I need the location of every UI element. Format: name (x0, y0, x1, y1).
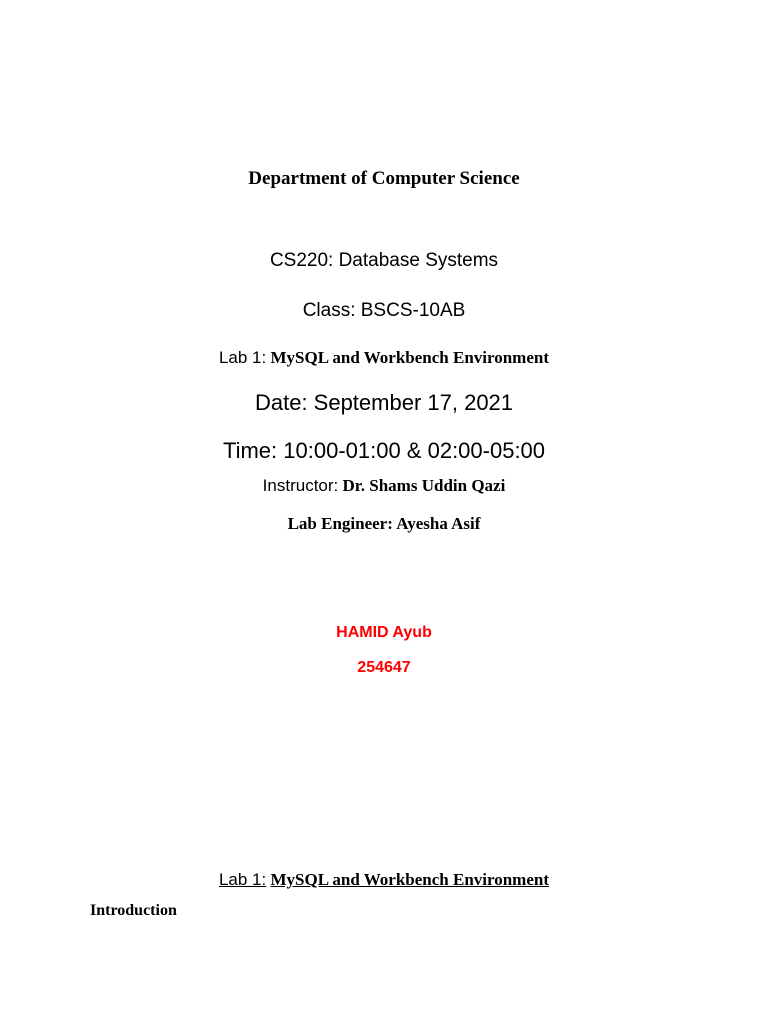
lab-label: Lab 1: (218, 348, 267, 367)
instructor-name: Dr. Shams Uddin Qazi (342, 476, 506, 495)
section-heading-label: Lab 1: (218, 870, 267, 889)
instructor-label: Instructor: (262, 476, 339, 495)
class-label: Class: BSCS-10AB (302, 300, 466, 321)
lab-time: Time: 10:00-01:00 & 02:00-05:00 (222, 438, 546, 463)
instructor (0, 476, 768, 496)
lab-date: Date: September 17, 2021 (254, 390, 514, 415)
lab-title (0, 348, 768, 368)
lab-name: MySQL and Workbench Environment (270, 348, 550, 367)
section-heading (0, 870, 768, 890)
student-name: HAMID Ayub (336, 624, 432, 641)
course-title: CS220: Database Systems (269, 250, 499, 271)
introduction-heading: Introduction (90, 902, 177, 919)
lab-engineer: Lab Engineer: Ayesha Asif (287, 514, 481, 533)
student-id: 254647 (357, 659, 411, 676)
department-title: Department of Computer Science (248, 168, 520, 189)
section-heading-title: MySQL and Workbench Environment (270, 870, 550, 889)
